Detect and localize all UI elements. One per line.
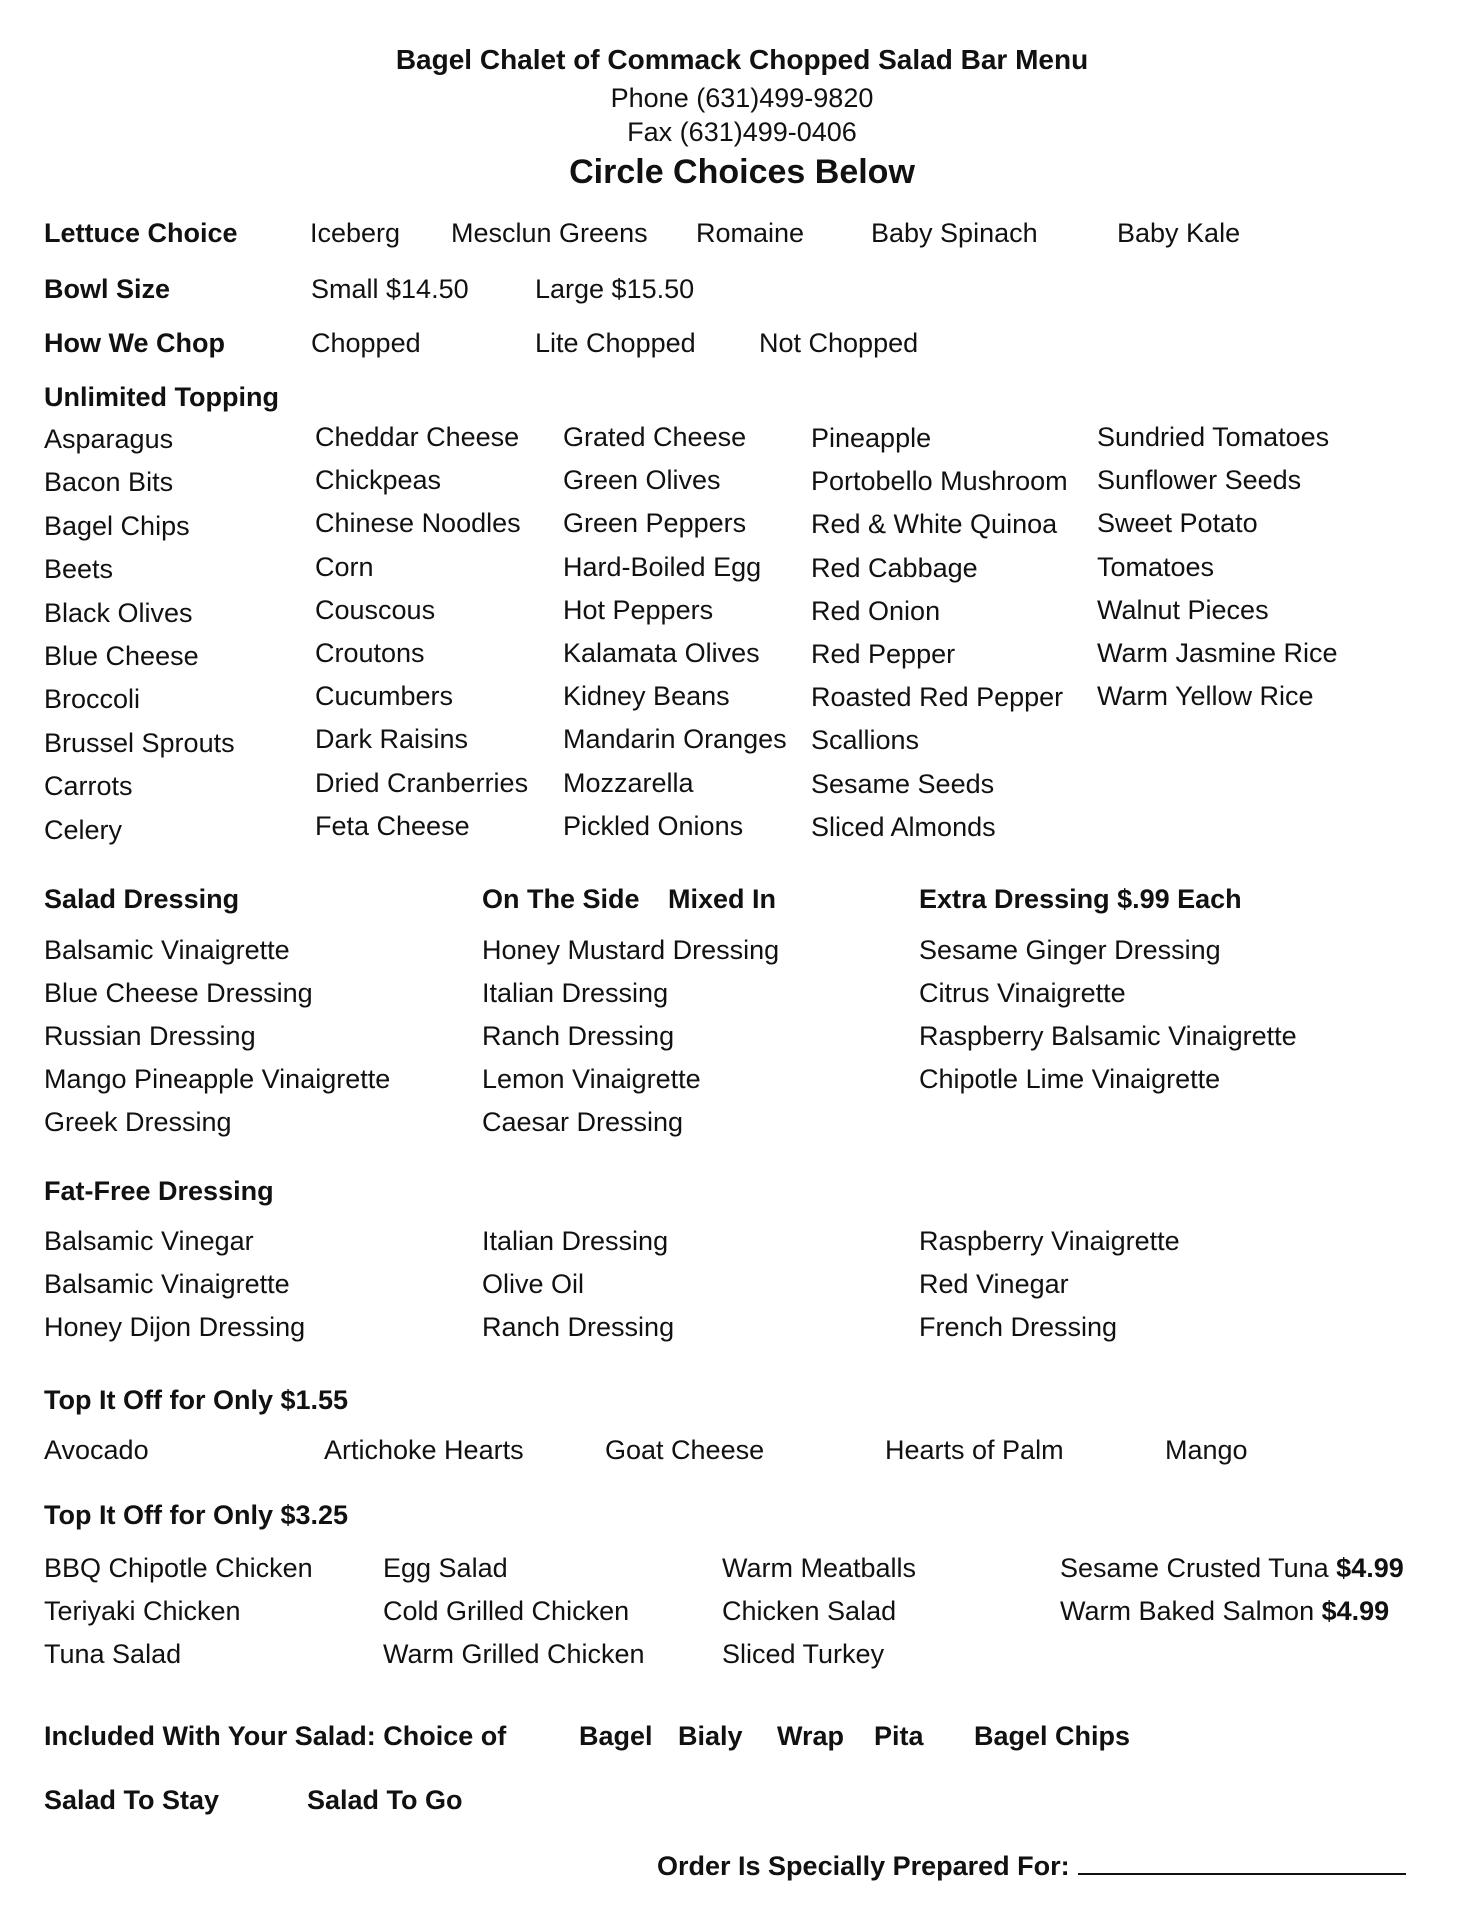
topping-option[interactable]: Dark Raisins	[315, 724, 469, 755]
protein-option[interactable]: Sliced Turkey	[722, 1639, 885, 1669]
lettuce-option[interactable]: Baby Kale	[1117, 218, 1241, 248]
top-off-325-column-3	[722, 1547, 916, 1676]
bread-option[interactable]: Wrap	[777, 1721, 845, 1751]
toppings-column-4	[811, 417, 1068, 849]
topping-option[interactable]: Pickled Onions	[563, 810, 744, 841]
bowl-size-option[interactable]: Large $15.50	[535, 274, 695, 304]
topping-option[interactable]: Red Pepper	[811, 639, 956, 670]
topping-option[interactable]: Red & White Quinoa	[811, 509, 1058, 540]
chop-option[interactable]: Chopped	[311, 328, 421, 358]
fat-free-option[interactable]: Balsamic Vinaigrette	[44, 1269, 290, 1299]
topping-option[interactable]: Chickpeas	[315, 465, 442, 496]
dressing-option[interactable]: Honey Mustard Dressing	[482, 935, 780, 965]
lettuce-label: Lettuce Choice	[44, 218, 238, 248]
bread-option[interactable]: Bialy	[678, 1721, 743, 1751]
topping-option[interactable]: Sundried Tomatoes	[1097, 422, 1330, 452]
topping-option[interactable]: Carrots	[44, 771, 133, 802]
chop-option[interactable]: Lite Chopped	[535, 328, 696, 358]
topping-option[interactable]: Warm Jasmine Rice	[1097, 638, 1338, 669]
premium-protein-option[interactable]	[1060, 1590, 1404, 1633]
bread-option[interactable]: Pita	[874, 1721, 924, 1751]
dressing-option[interactable]: Greek Dressing	[44, 1107, 232, 1137]
bread-option[interactable]: Bagel	[579, 1721, 653, 1751]
included-label: Included With Your Salad: Choice of	[44, 1721, 507, 1751]
prepared-for-name-field[interactable]	[1078, 1851, 1406, 1875]
top-off-325-label: Top It Off for Only $3.25	[44, 1500, 349, 1530]
fat-free-option[interactable]: Balsamic Vinegar	[44, 1226, 254, 1256]
topping-option[interactable]: Sunflower Seeds	[1097, 465, 1302, 496]
premium-protein-name: Sesame Crusted Tuna	[1060, 1553, 1329, 1583]
topping-option[interactable]: Tomatoes	[1097, 551, 1215, 582]
topping-option[interactable]: Dried Cranberries	[315, 767, 529, 798]
premium-protein-name: Warm Baked Salmon	[1060, 1596, 1315, 1626]
top-off-155-option[interactable]: Goat Cheese	[605, 1435, 765, 1465]
topping-option[interactable]: Cucumbers	[315, 681, 454, 712]
chop-label: How We Chop	[44, 328, 225, 358]
protein-option[interactable]: Tuna Salad	[44, 1639, 182, 1669]
toppings-column-2	[315, 416, 528, 848]
topping-option[interactable]: Warm Yellow Rice	[1097, 681, 1314, 712]
topping-option[interactable]: Chinese Noodles	[315, 508, 521, 539]
salad-to-stay-option[interactable]: Salad To Stay	[44, 1785, 220, 1815]
extra-dressing-option[interactable]: Citrus Vinaigrette	[919, 978, 1126, 1008]
topping-option[interactable]: Sliced Almonds	[811, 811, 996, 842]
protein-option[interactable]: Warm Grilled Chicken	[383, 1639, 645, 1669]
circle-choices-heading: Circle Choices Below	[569, 153, 915, 191]
topping-option[interactable]: Red Onion	[811, 595, 941, 626]
lettuce-option[interactable]: Romaine	[696, 218, 805, 248]
lettuce-option[interactable]: Baby Spinach	[871, 218, 1038, 248]
premium-protein-price: $4.99	[1336, 1553, 1404, 1583]
topping-option[interactable]: Bacon Bits	[44, 467, 174, 498]
top-off-155-option[interactable]: Avocado	[44, 1435, 149, 1465]
toppings-column-3	[563, 416, 787, 848]
protein-option[interactable]: Warm Meatballs	[722, 1553, 917, 1583]
topping-option[interactable]: Blue Cheese	[44, 641, 199, 672]
top-off-155-option[interactable]: Artichoke Hearts	[324, 1435, 524, 1465]
bread-option[interactable]: Bagel Chips	[974, 1721, 1131, 1751]
protein-option[interactable]: BBQ Chipotle Chicken	[44, 1553, 313, 1583]
protein-option[interactable]: Chicken Salad	[722, 1596, 897, 1626]
topping-option[interactable]: Celery	[44, 814, 123, 845]
fat-free-option[interactable]: Olive Oil	[482, 1269, 585, 1299]
menu-title: Bagel Chalet of Commack Chopped Salad Bar Menu	[395, 44, 1089, 75]
fat-free-option[interactable]: Honey Dijon Dressing	[44, 1312, 306, 1342]
dressing-column-2	[482, 929, 779, 1144]
topping-option[interactable]: Scallions	[811, 725, 920, 756]
protein-option[interactable]: Teriyaki Chicken	[44, 1596, 241, 1626]
dressing-option[interactable]: Italian Dressing	[482, 978, 669, 1008]
topping-option[interactable]: Couscous	[315, 594, 436, 625]
topping-option[interactable]: Sweet Potato	[1097, 508, 1258, 539]
fat-free-option[interactable]: Italian Dressing	[482, 1226, 669, 1256]
extra-dressing-option[interactable]: Chipotle Lime Vinaigrette	[919, 1064, 1221, 1094]
prepared-for-row	[657, 1851, 1406, 1882]
topping-option[interactable]: Green Olives	[563, 465, 721, 496]
premium-protein-option[interactable]	[1060, 1547, 1404, 1590]
fax-number: Fax (631)499-0406	[627, 117, 857, 147]
fat-free-column-3	[919, 1220, 1180, 1349]
extra-dressing-option[interactable]: Raspberry Balsamic Vinaigrette	[919, 1021, 1297, 1051]
topping-option[interactable]: Portobello Mushroom	[811, 466, 1068, 497]
dressing-option[interactable]: Balsamic Vinaigrette	[44, 935, 290, 965]
fat-free-option[interactable]: Ranch Dressing	[482, 1312, 675, 1342]
topping-option[interactable]: Kalamata Olives	[563, 638, 760, 669]
dressing-option[interactable]: Ranch Dressing	[482, 1021, 675, 1051]
lettuce-option[interactable]: Mesclun Greens	[451, 218, 648, 248]
dressing-option[interactable]: Russian Dressing	[44, 1021, 256, 1051]
dressing-column-1	[44, 929, 390, 1144]
topping-option[interactable]: Asparagus	[44, 424, 174, 454]
top-off-325-column-2	[383, 1547, 645, 1676]
topping-option[interactable]: Hot Peppers	[563, 594, 714, 625]
bowl-size-option[interactable]: Small $14.50	[311, 274, 469, 304]
top-off-155-option[interactable]: Hearts of Palm	[885, 1435, 1064, 1465]
toppings-label: Unlimited Topping	[44, 382, 279, 412]
topping-option[interactable]: Cheddar Cheese	[315, 422, 520, 452]
chop-option[interactable]: Not Chopped	[759, 328, 919, 358]
fat-free-label: Fat-Free Dressing	[44, 1176, 274, 1206]
topping-option[interactable]: Grated Cheese	[563, 422, 747, 452]
topping-option[interactable]: Red Cabbage	[811, 552, 978, 583]
topping-option[interactable]: Broccoli	[44, 684, 141, 715]
topping-option[interactable]: Mandarin Oranges	[563, 724, 787, 755]
topping-option[interactable]: Pineapple	[811, 423, 932, 453]
fat-free-option[interactable]: Raspberry Vinaigrette	[919, 1226, 1180, 1256]
prepared-for-label: Order Is Specially Prepared For:	[657, 1851, 1070, 1881]
topping-option[interactable]: Green Peppers	[563, 508, 747, 539]
topping-option[interactable]: Roasted Red Pepper	[811, 682, 1064, 713]
salad-dressing-label: Salad Dressing	[44, 884, 240, 914]
fat-free-option[interactable]: French Dressing	[919, 1312, 1118, 1342]
salad-to-go-option[interactable]: Salad To Go	[307, 1785, 463, 1815]
topping-option[interactable]: Hard-Boiled Egg	[563, 551, 762, 582]
dressing-option[interactable]: Caesar Dressing	[482, 1107, 684, 1137]
top-off-155-option[interactable]: Mango	[1165, 1435, 1248, 1465]
on-the-side-option[interactable]: On The Side	[482, 884, 640, 914]
extra-dressing-label: Extra Dressing $.99 Each	[919, 884, 1242, 914]
topping-option[interactable]: Kidney Beans	[563, 681, 730, 712]
lettuce-option[interactable]: Iceberg	[310, 218, 401, 248]
protein-option[interactable]: Egg Salad	[383, 1553, 508, 1583]
bowl-size-label: Bowl Size	[44, 274, 171, 304]
toppings-column-5	[1097, 416, 1338, 718]
dressing-column-3	[919, 929, 1297, 1101]
dressing-option[interactable]: Mango Pineapple Vinaigrette	[44, 1064, 391, 1094]
extra-dressing-option[interactable]: Sesame Ginger Dressing	[919, 935, 1221, 965]
topping-option[interactable]: Croutons	[315, 638, 425, 669]
protein-option[interactable]: Cold Grilled Chicken	[383, 1596, 630, 1626]
topping-option[interactable]: Beets	[44, 554, 114, 585]
premium-protein-price: $4.99	[1321, 1596, 1390, 1626]
fat-free-column-2	[482, 1220, 674, 1349]
mixed-in-option[interactable]: Mixed In	[668, 884, 777, 914]
toppings-column-1	[44, 418, 235, 852]
dressing-option[interactable]: Blue Cheese Dressing	[44, 978, 313, 1008]
topping-option[interactable]: Mozzarella	[563, 767, 694, 798]
fat-free-column-1	[44, 1220, 305, 1349]
topping-option[interactable]: Feta Cheese	[315, 810, 470, 841]
topping-option[interactable]: Corn	[315, 551, 374, 582]
top-off-325-column-1	[44, 1547, 313, 1676]
fat-free-option[interactable]: Red Vinegar	[919, 1269, 1069, 1299]
top-off-155-label: Top It Off for Only $1.55	[44, 1385, 349, 1415]
topping-option[interactable]: Walnut Pieces	[1097, 594, 1269, 625]
topping-option[interactable]: Brussel Sprouts	[44, 727, 235, 758]
dressing-option[interactable]: Lemon Vinaigrette	[482, 1064, 701, 1094]
phone-number: Phone (631)499-9820	[610, 83, 874, 113]
topping-option[interactable]: Sesame Seeds	[811, 768, 995, 799]
premium-protein-column	[1060, 1547, 1404, 1633]
topping-option[interactable]: Black Olives	[44, 597, 193, 628]
topping-option[interactable]: Bagel Chips	[44, 510, 190, 541]
